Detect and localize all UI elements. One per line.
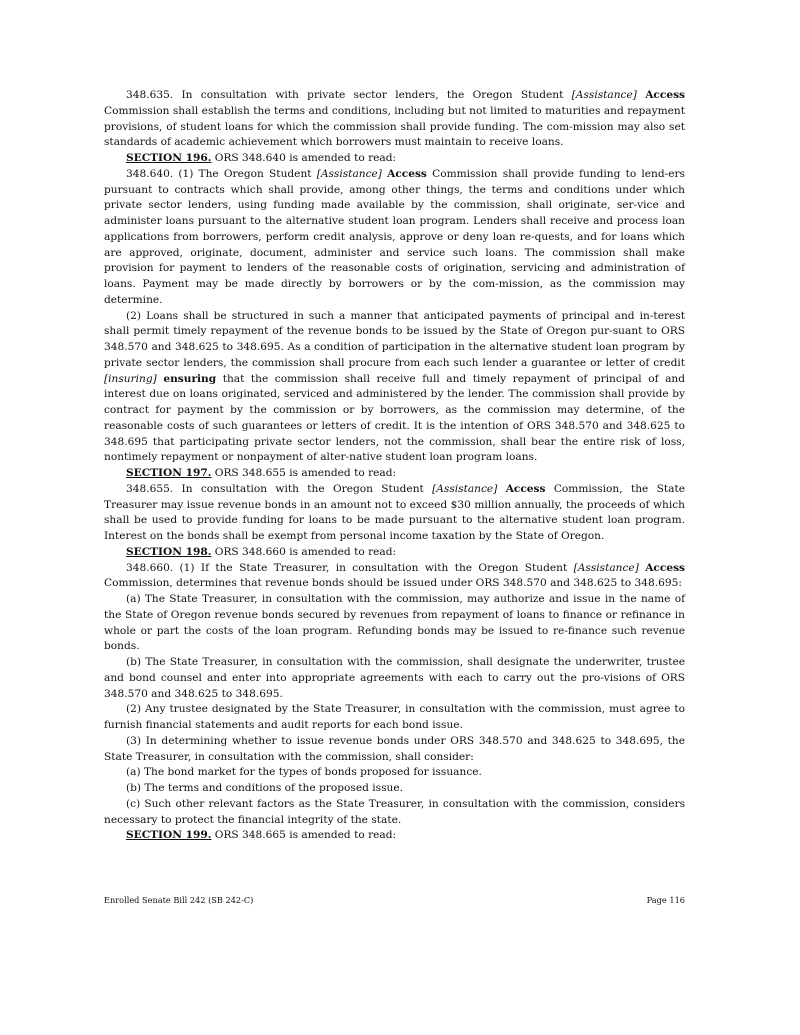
text-run: (a) The bond market for the types of bonds proposed for issuance. bbox=[126, 766, 482, 779]
paragraph bbox=[104, 151, 685, 167]
text-run: Commission shall provide funding to lend-ers pursuant to contracts which shall provide, among other things, the terms and conditions under which private sector lenders, using funding made available by the commission, shall originate, ser-vice and administer loans pursuant to the alternative student loan program. Lenders shall receive and process loan applications from borrowers, perform credit analysis, approve or deny loan re-quests, and for loans which are approved, originate, document, administer and service such loans. The commission shall make provision for payment to lenders of the reasonable costs of origination, servicing and administration of loans. Payment may be made directly by borrowers or by the com-mission, as the commission may determine. bbox=[104, 167, 685, 306]
deleted-text: [Assistance] bbox=[571, 89, 637, 101]
paragraph bbox=[104, 88, 685, 151]
inserted-text: Access bbox=[505, 482, 546, 495]
text-run: ORS 348.665 is amended to read: bbox=[211, 829, 397, 842]
paragraph bbox=[104, 309, 685, 467]
text-run: (2) Any trustee designated by the State Treasurer, in consultation with the commission, must agree to furnish financial statements and audit reports for each bond issue. bbox=[104, 703, 685, 731]
text-run: 348.655. In consultation with the Oregon Student bbox=[126, 482, 433, 495]
paragraph bbox=[104, 734, 685, 766]
paragraph bbox=[104, 655, 685, 702]
paragraph bbox=[104, 545, 685, 561]
section-heading: SECTION 198. bbox=[126, 545, 212, 558]
paragraph bbox=[104, 765, 685, 781]
text-run: 348.640. (1) The Oregon Student bbox=[126, 167, 317, 180]
text-run bbox=[637, 89, 645, 101]
paragraph bbox=[104, 561, 685, 593]
inserted-text: ensuring bbox=[163, 372, 217, 385]
text-run: (a) The State Treasurer, in consultation with the commission, may authorize and issue in the name of the State of Oregon revenue bonds secured by revenues from repayment of loans to finance or refinance in whole or part the costs of the loan program. Refunding bonds may be issued to re-finance such revenue bonds. bbox=[104, 593, 685, 653]
paragraph bbox=[104, 466, 685, 482]
footer-page-number: Page 116 bbox=[646, 895, 685, 905]
paragraph bbox=[104, 797, 685, 829]
paragraph bbox=[104, 167, 685, 309]
text-run: (b) The terms and conditions of the proposed issue. bbox=[126, 782, 403, 794]
deleted-text: [Assistance] bbox=[432, 482, 498, 495]
text-run: 348.660. (1) If the State Treasurer, in consultation with the Oregon Student bbox=[126, 561, 574, 574]
section-heading: SECTION 199. bbox=[126, 829, 212, 842]
document-body bbox=[104, 88, 685, 844]
inserted-text: Access bbox=[387, 167, 427, 180]
paragraph bbox=[104, 482, 685, 545]
text-run: (2) Loans shall be structured in such a manner that anticipated payments of principal and in-terest shall permit timely repayment of the revenue bonds to be issued by the State of Oregon pur-suant to ORS 348.570 and 348.625 to 348.695. As a condition of participation in the alternative student loan program by private sector lenders, the commission shall procure from each such lender a guarantee or letter of credit bbox=[104, 309, 685, 369]
text-run: 348.635. In consultation with private sector lenders, the Oregon Student bbox=[126, 89, 572, 101]
text-run: Commission shall establish the terms and conditions, including but not limited to maturities and repayment provisions, of student loans for which the commission shall provide funding. The com-mission may also set standards of academic achievement which borrowers must maintain to receive loans. bbox=[104, 104, 685, 149]
text-run: ORS 348.655 is amended to read: bbox=[211, 467, 397, 479]
text-run: Commission, determines that revenue bonds should be issued under ORS 348.570 and 348.625 to 348.695: bbox=[104, 577, 682, 590]
text-run: (3) In determining whether to issue revenue bonds under ORS 348.570 and 348.625 to 348.695, the State Treasurer, in consultation with the commission, shall consider: bbox=[104, 734, 685, 763]
text-run bbox=[497, 483, 505, 495]
deleted-text: [Assistance] bbox=[316, 167, 382, 180]
text-run: ORS 348.640 is amended to read: bbox=[211, 152, 397, 164]
inserted-text: Access bbox=[645, 89, 685, 101]
paragraph bbox=[104, 828, 685, 844]
text-run: Commission, the State Treasurer may issue revenue bonds in an amount not to exceed $30 million annually, the proceeds of which shall be used to provide funding for loans to be made pursuant to the alternative student loan program. Interest on the bonds shall be exempt from personal income taxation by the State of Oregon. bbox=[104, 482, 685, 542]
text-run: that the commission shall receive full and timely repayment of principal of and interest due on loans originated, serviced and administered by the lender. The commission shall provide by contract for payment by the commission or by borrowers, as the commission may determine, of the reasonable costs of such guarantees or letters of credit. It is the intention of ORS 348.570 and 348.625 to 348.695 that participating private sector lenders, not the commission, shall bear the entire risk of loss, nontimely repayment or nonpayment of alter-native student loan program loans. bbox=[104, 372, 685, 464]
text-run: (b) The State Treasurer, in consultation with the commission, shall designate the underwriter, trustee and bond counsel and enter into appropriate agreements with each to carry out the pro-visions of ORS 348.570 and 348.625 to 348.695. bbox=[104, 656, 685, 700]
section-heading: SECTION 196. bbox=[126, 152, 212, 164]
footer-bill-name: Enrolled Senate Bill 242 (SB 242-C) bbox=[104, 895, 254, 905]
section-heading: SECTION 197. bbox=[126, 467, 212, 479]
deleted-text: [insuring] bbox=[104, 372, 157, 385]
page-footer bbox=[104, 895, 685, 905]
text-run: (c) Such other relevant factors as the State Treasurer, in consultation with the commission, considers necessary to protect the financial integrity of the state. bbox=[104, 797, 685, 826]
paragraph bbox=[104, 781, 685, 797]
text-run: ORS 348.660 is amended to read: bbox=[211, 545, 397, 558]
paragraph bbox=[104, 592, 685, 655]
paragraph bbox=[104, 702, 685, 734]
inserted-text: Access bbox=[645, 561, 685, 574]
deleted-text: [Assistance] bbox=[573, 561, 639, 574]
